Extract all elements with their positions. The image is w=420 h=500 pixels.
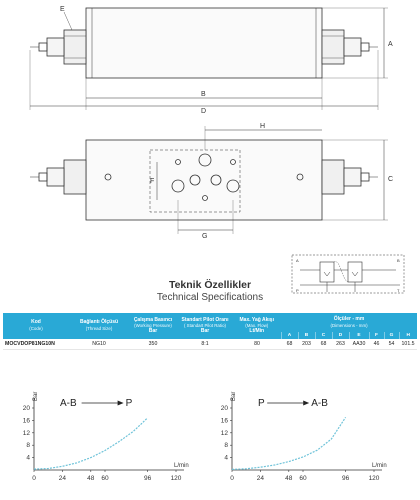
- cell-dim-a: 68: [281, 339, 298, 350]
- schematic-port-t: T: [397, 288, 400, 293]
- schematic-port-p: P: [296, 288, 299, 293]
- header-dim-c: C: [315, 332, 332, 339]
- cell-dim-c: 68: [315, 339, 332, 350]
- x-tick-label: 120: [170, 475, 182, 482]
- y-tick-label: 8: [224, 442, 228, 450]
- cell-pressure: 350: [129, 339, 177, 350]
- label-h: H: [260, 123, 266, 130]
- cell-dim-f: 46: [369, 339, 384, 350]
- schematic-port-b: B: [397, 258, 400, 263]
- label-g: G: [202, 233, 208, 240]
- table-row: [3, 339, 417, 350]
- pressure-drop-charts: [0, 388, 420, 500]
- pressure-drop-curve: [34, 418, 148, 469]
- flow-to-label: A-B: [311, 398, 328, 409]
- cell-code: MOCVDOP81NG10N: [3, 339, 69, 350]
- header-max-flow: Max. Yağ Akışı (Max. Flow) Lt/Min: [233, 313, 281, 339]
- flow-from-label: A-B: [60, 398, 77, 409]
- x-tick-label: 48: [285, 475, 293, 482]
- y-tick-label: 20: [220, 405, 228, 412]
- cell-dim-e: AA30: [349, 339, 369, 350]
- x-tick-label: 48: [87, 475, 95, 482]
- y-tick-label: 12: [22, 429, 30, 437]
- header-dim-f: F: [369, 332, 384, 339]
- header-dim-e: E: [349, 332, 369, 339]
- pressure-drop-curve: [232, 417, 346, 469]
- flow-arrow-head: [118, 401, 124, 406]
- valve-top-view: [30, 126, 388, 234]
- header-dim-g: G: [384, 332, 399, 339]
- schematic-port-a: A: [296, 258, 299, 263]
- header-dim-a: A: [281, 332, 298, 339]
- x-tick-label: 60: [101, 475, 109, 482]
- header-dimensions: Ölçüler - mm (Dimensions - mm): [281, 313, 417, 332]
- flow-to-label: P: [125, 398, 133, 409]
- x-tick-label: 60: [299, 475, 307, 482]
- cell-dim-b: 203: [298, 339, 315, 350]
- chart-1: [23, 392, 189, 482]
- y-tick-label: 20: [22, 405, 30, 412]
- header-pilot-ratio: Standart Pilot Oranı ( Standart Pilot Ratio) Bar: [177, 313, 233, 339]
- cell-thread: NG10: [69, 339, 129, 350]
- x-axis-label: L/min: [372, 463, 387, 469]
- cell-pilot-ratio: 8:1: [177, 339, 233, 350]
- chart-2: [221, 392, 387, 482]
- label-d: D: [201, 108, 207, 115]
- label-c: C: [388, 176, 394, 183]
- valve-side-view: [30, 8, 388, 110]
- x-tick-label: 0: [230, 475, 234, 482]
- header-working-pressure: Çalışma Basıncı (Working Pressure) Bar: [129, 313, 177, 339]
- x-tick-label: 24: [256, 475, 265, 482]
- specs-title-en: Technical Specifications: [156, 292, 264, 303]
- y-tick-label: 16: [220, 417, 228, 425]
- y-axis-label: Bar: [33, 391, 39, 401]
- x-tick-label: 24: [58, 475, 67, 482]
- cell-dim-d: 263: [332, 339, 349, 350]
- header-code: Kod (Code): [3, 313, 69, 339]
- y-tick-label: 4: [224, 454, 228, 462]
- y-axis-label: Bar: [231, 391, 237, 401]
- flow-arrow-head: [303, 401, 309, 406]
- header-dim-h: H: [399, 332, 417, 339]
- label-a: A: [388, 41, 393, 48]
- x-tick-label: 0: [32, 475, 36, 482]
- label-e: E: [60, 6, 65, 13]
- y-tick-label: 8: [26, 442, 30, 450]
- x-tick-label: 96: [341, 475, 350, 482]
- header-dim-b: B: [298, 332, 315, 339]
- cell-max-flow: 80: [233, 339, 281, 350]
- label-f: F: [150, 178, 155, 185]
- flow-from-label: P: [258, 398, 265, 409]
- x-axis-label: L/min: [174, 463, 189, 469]
- specs-table: [3, 313, 417, 350]
- y-tick-label: 4: [26, 454, 30, 462]
- cell-dim-h: 101.5: [399, 339, 417, 350]
- y-tick-label: 16: [22, 417, 30, 425]
- label-b: B: [201, 91, 206, 98]
- cell-dim-g: 54: [384, 339, 399, 350]
- x-tick-label: 96: [143, 475, 152, 482]
- x-tick-label: 120: [368, 475, 380, 482]
- specs-title-tr: Teknik Özellikler: [168, 279, 252, 291]
- y-tick-label: 12: [220, 429, 228, 437]
- header-thread-size: Bağlantı Ölçüsü (Thread Size): [69, 313, 129, 339]
- header-dim-d: D: [332, 332, 349, 339]
